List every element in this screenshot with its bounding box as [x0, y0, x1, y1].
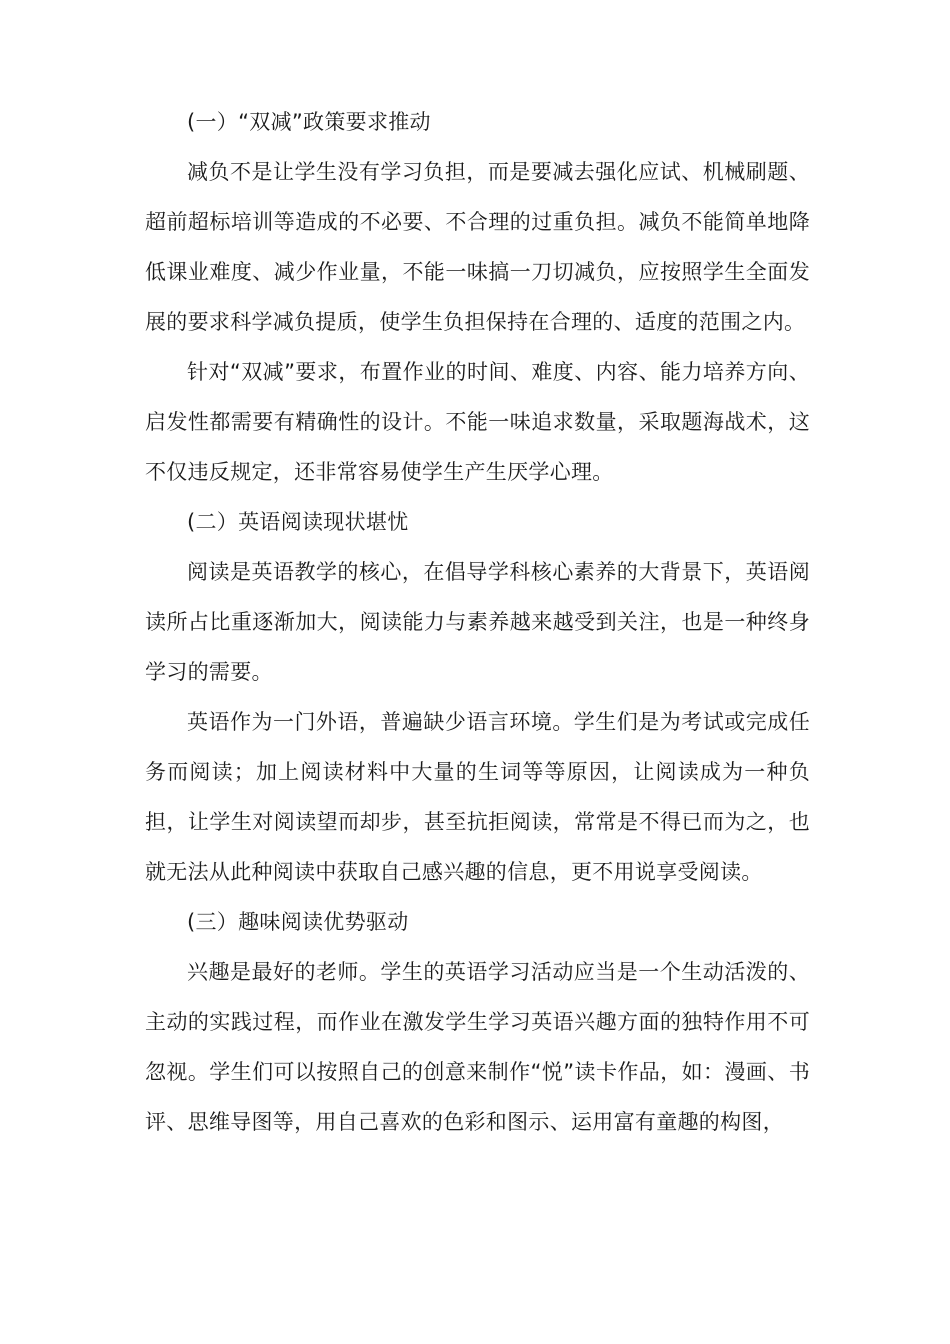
section-heading-2: (二）英语阅读现状堪忧 — [187, 510, 409, 534]
paragraph-1: 减负不是让学生没有学习负担，而是要减去强化应试、机械刷题、超前超标培训等造成的不必要、不合理的过重负担。减负不能简单地降低课业难度、减少作业量，不能一味搞一刀切减负，应按照学生全面发展的要求科学减负提质，使学生负担保持在合理的、适度的范围之内。 — [145, 160, 810, 334]
paragraph-3: 阅读是英语教学的核心，在倡导学科核心素养的大背景下，英语阅读所占比重逐渐加大，阅读能力与素养越来越受到关注，也是一种终身学习的需要。 — [145, 560, 810, 684]
paragraph-4: 英语作为一门外语，普遍缺少语言环境。学生们是为考试或完成任务而阅读；加上阅读材料中大量的生词等等原因，让阅读成为一种负担，让学生对阅读望而却步，甚至抗拒阅读，常常是不得已而为之，也就无法从此种阅读中获取自己感兴趣的信息，更不用说享受阅读。 — [145, 710, 810, 884]
paragraph-5: 兴趣是最好的老师。学生的英语学习活动应当是一个生动活泼的、主动的实践过程，而作业在激发学生学习英语兴趣方面的独特作用不可忽视。学生们可以按照自己的创意来制作“悦”读卡作品，如：漫画、书评、思维导图等，用自己喜欢的色彩和图示、运用富有童趣的构图， — [145, 960, 810, 1134]
document-body — [145, 97, 810, 1147]
paragraph-2: 针对“双减”要求，布置作业的时间、难度、内容、能力培养方向、启发性都需要有精确性的设计。不能一味追求数量，采取题海战术，这不仅违反规定，还非常容易使学生产生厌学心理。 — [145, 360, 810, 484]
section-heading-1: (一）“双减”政策要求推动 — [187, 110, 431, 134]
section-heading-3: (三）趣味阅读优势驱动 — [187, 910, 409, 934]
